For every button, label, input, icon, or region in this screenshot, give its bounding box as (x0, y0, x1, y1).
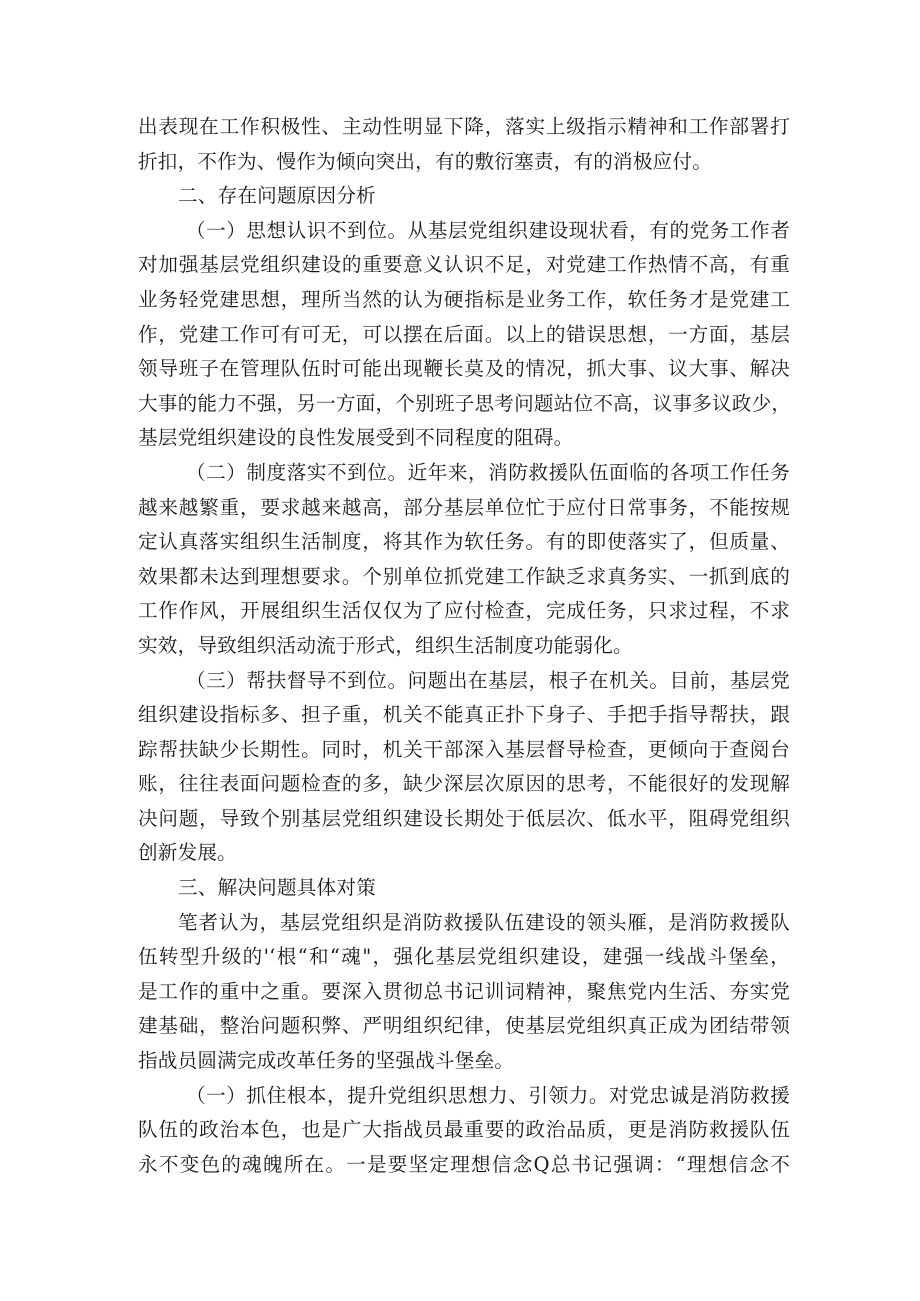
document-body (138, 110, 790, 1182)
body-text-line: （三）帮扶督导不到位。问题出在基层，根子在机关。目前，基层党 (186, 668, 790, 692)
section-heading: 二、存在问题原因分析 (178, 184, 376, 208)
body-text-line: 创新发展。 (138, 841, 237, 865)
body-text-line: 定认真落实组织生活制度，将其作为软任务。有的即使落实了，但质量、 (138, 530, 790, 554)
body-text-line: （一）思想认识不到位。从基层党组织建设现状看，有的党务工作者 (186, 218, 790, 242)
body-text-line: 效果都未达到理想要求。个别单位抓党建工作缺乏求真务实、一抓到底的 (138, 564, 790, 588)
body-text-line: 队伍的政治本色，也是广大指战员最重要的政治品质，更是消防救援队伍 (138, 1118, 790, 1142)
body-text-line: 组织建设指标多、担子重，机关不能真正扑下身子、手把手指导帮扶，跟 (138, 703, 790, 727)
body-text-line: （一）抓住根本，提升党组织思想力、引领力。对党忠诚是消防救援 (186, 1083, 790, 1107)
body-text-line: 业务轻党建思想，理所当然的认为硬指标是业务工作，软任务才是党建工 (138, 287, 790, 311)
body-text-line: 基层党组织建设的良性发展受到不同程度的阻碍。 (138, 426, 574, 450)
body-text-line: 大事的能力不强，另一方面，个别班子思考问题站位不高，议事多议政少， (138, 391, 792, 415)
section-heading: 三、解决问题具体对策 (178, 876, 376, 900)
body-text-line: 是工作的重中之重。要深入贯彻总书记训词精神，聚焦党内生活、夯实党 (138, 979, 790, 1003)
body-text-line: 决问题，导致个别基层党组织建设长期处于低层次、低水平，阻碍党组织 (138, 806, 790, 830)
body-text-line: 笔者认为，基层党组织是消防救援队伍建设的领头雁，是消防救援队 (178, 910, 790, 934)
body-text-line: 折扣，不作为、慢作为倾向突出，有的敷衍塞责，有的消极应付。 (138, 149, 713, 173)
body-text-line: 越来越繁重，要求越来越高，部分基层单位忙于应付日常事务，不能按规 (138, 495, 790, 519)
body-text-line: 工作作风，开展组织生活仅仅为了应付检查，完成任务，只求过程，不求 (138, 599, 790, 623)
body-text-line: 领导班子在管理队伍时可能出现鞭长莫及的情况，抓大事、议大事、解决 (138, 357, 790, 381)
body-text-line: 指战员圆满完成改革任务的坚强战斗堡垒。 (138, 1049, 515, 1073)
body-text-line: 对加强基层党组织建设的重要意义认识不足，对党建工作热情不高，有重 (138, 253, 790, 277)
body-text-line: 踪帮扶缺少长期性。同时，机关干部深入基层督导检查，更倾向于查阅台 (138, 737, 790, 761)
body-text-line: （二）制度落实不到位。近年来，消防救援队伍面临的各项工作任务 (186, 460, 790, 484)
body-text-line: 账，往往表面问题检查的多，缺少深层次原因的思考，不能很好的发现解 (138, 772, 790, 796)
body-text-line: 伍转型升级的'‘根“和“魂"，强化基层党组织建设，建强一线战斗堡垒， (138, 945, 790, 969)
body-text-line: 实效，导致组织活动流于形式，组织生活制度功能弱化。 (138, 633, 633, 657)
body-text-line: 出表现在工作积极性、主动性明显下降，落实上级指示精神和工作部署打 (138, 115, 790, 138)
body-text-line: 作，党建工作可有可无，可以摆在后面。以上的错误思想，一方面，基层 (138, 322, 790, 346)
body-text-line: 建基础，整治问题积弊、严明组织纪律，使基层党组织真正成为团结带领 (138, 1014, 790, 1038)
body-text-line: 永不变色的魂魄所在。一是要坚定理想信念Q总书记强调：“理想信念不 (138, 1152, 790, 1176)
